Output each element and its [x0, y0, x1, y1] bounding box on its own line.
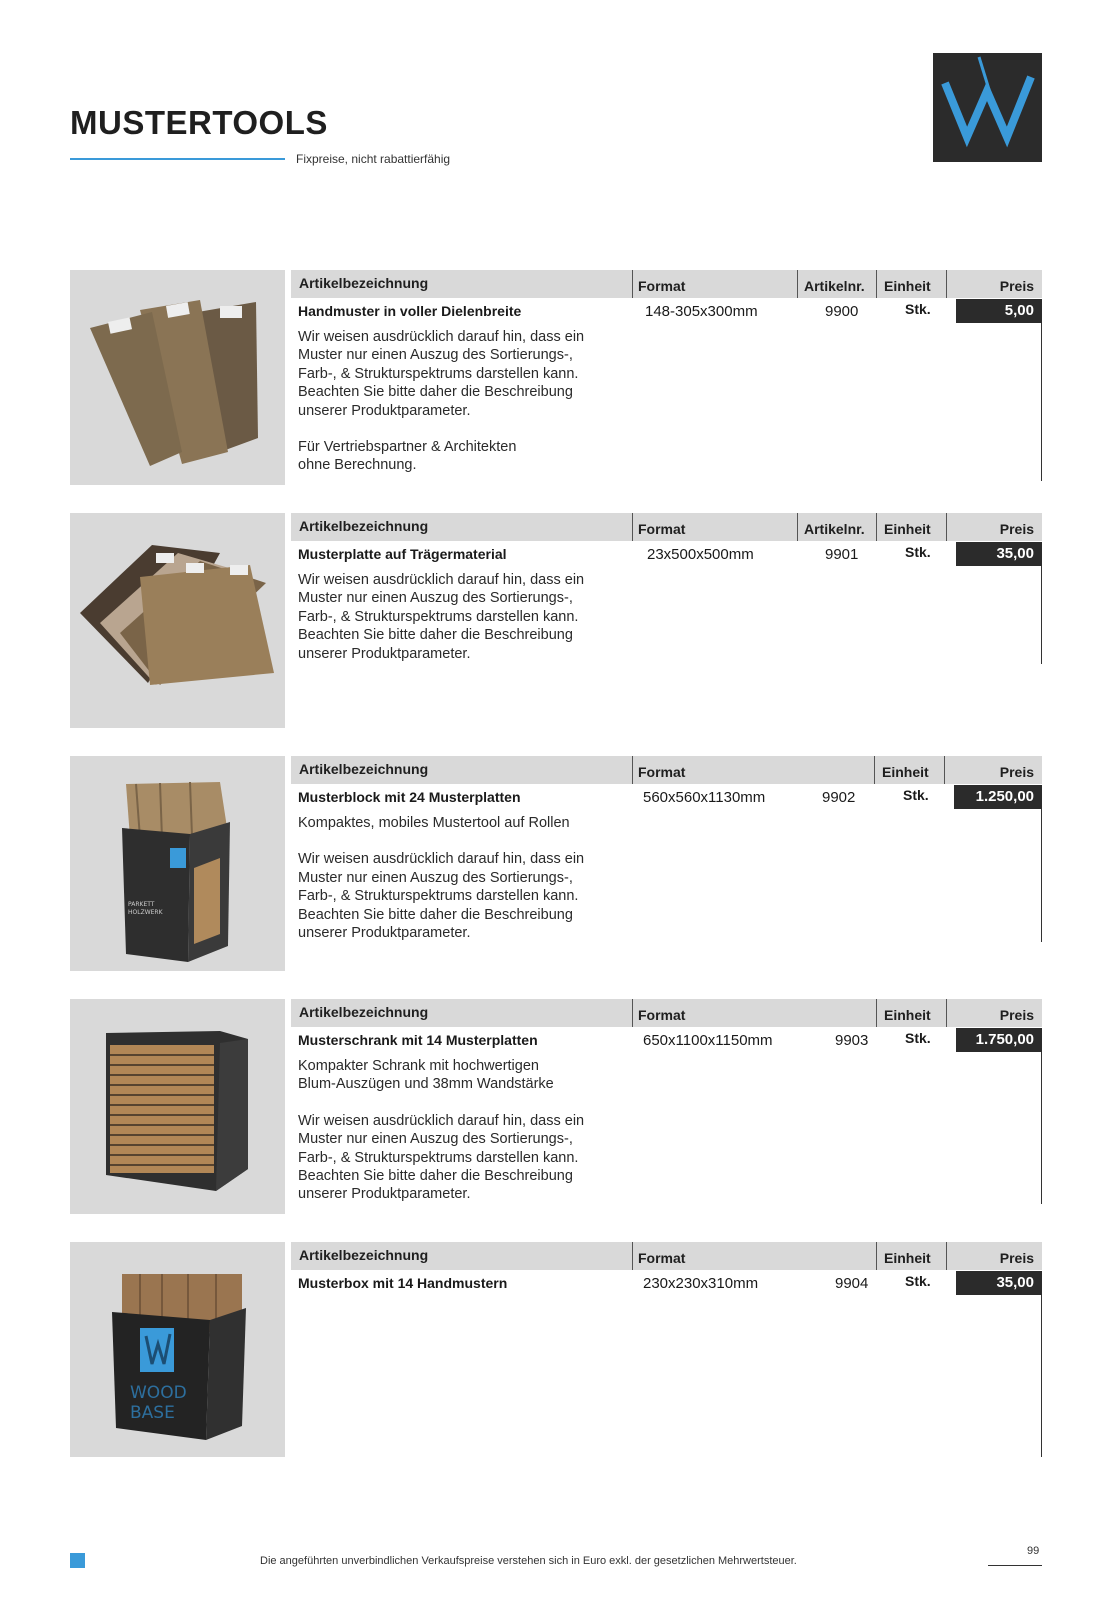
product-photo-sample-box: [70, 1242, 285, 1457]
col-format-header: Format: [638, 521, 686, 537]
product-price: 5,00: [956, 299, 1042, 323]
product-row: [70, 270, 1042, 485]
product-name: Handmuster in voller Dielenbreite: [298, 303, 522, 319]
col-price-header: Preis: [999, 1250, 1034, 1266]
product-unit: Stk.: [905, 544, 931, 560]
description-paragraph: Wir weisen ausdrücklich darauf hin, dass ein Muster nur einen Auszug des Sortierungs-, Farb-, & Strukturspektrums darstellen kann. Beachten Sie bitte daher die Beschreibung unserer Produktparameter.: [298, 1112, 585, 1203]
w-logo-icon: [933, 53, 1042, 162]
col-price-header: Preis: [999, 1007, 1034, 1023]
product-row: [70, 513, 1042, 728]
product-name: Musterblock mit 24 Musterplatten: [298, 789, 521, 805]
description-paragraph: Wir weisen ausdrücklich darauf hin, dass ein Muster nur einen Auszug des Sortierungs-, Farb-, & Strukturspektrums darstellen kann. Beachten Sie bitte daher die Beschreibung unserer Produktparameter.: [298, 329, 585, 419]
product-name: Musterplatte auf Trägermaterial: [298, 546, 507, 562]
col-article-header: Artikelnr.: [804, 278, 865, 294]
page-number-rule: [988, 1565, 1042, 1566]
box-label-line: WOOD: [130, 1383, 187, 1403]
table-header: [291, 999, 1042, 1027]
product-description: [298, 328, 584, 475]
col-name-header: Artikelbezeichnung: [299, 275, 429, 291]
table-header: [291, 270, 1042, 298]
product-format: 650x1100x1150mm: [643, 1032, 773, 1049]
product-article-number: 9904: [835, 1275, 869, 1292]
product-article-number: 9903: [835, 1032, 869, 1049]
col-price-header: Preis: [999, 764, 1034, 780]
product-format: 23x500x500mm: [647, 546, 754, 563]
col-name-header: Artikelbezeichnung: [299, 1004, 429, 1020]
col-format-header: Format: [638, 278, 686, 294]
product-unit: Stk.: [905, 1030, 931, 1046]
col-name-header: Artikelbezeichnung: [299, 761, 429, 777]
description-paragraph: Für Vertriebspartner & Architekten ohne Berechnung.: [298, 439, 517, 474]
description-paragraph: Kompaktes, mobiles Mustertool auf Rollen: [298, 815, 570, 831]
product-article-number: 9901: [825, 546, 859, 563]
product-unit: Stk.: [903, 787, 929, 803]
product-description: [298, 1057, 584, 1204]
title-underline: [70, 158, 285, 160]
product-price: 1.250,00: [954, 785, 1042, 809]
col-price-header: Preis: [999, 521, 1034, 537]
col-article-header: Artikelnr.: [804, 521, 865, 537]
product-price: 35,00: [956, 1271, 1042, 1295]
product-photo-sample-cabinet: [70, 999, 285, 1214]
col-name-header: Artikelbezeichnung: [299, 518, 429, 534]
footer-note: Die angeführten unverbindlichen Verkaufspreise verstehen sich in Euro exkl. der gesetzlichen Mehrwertsteuer.: [260, 1555, 797, 1567]
col-name-header: Artikelbezeichnung: [299, 1247, 429, 1263]
description-paragraph: Wir weisen ausdrücklich darauf hin, dass ein Muster nur einen Auszug des Sortierungs-, Farb-, & Strukturspektrums darstellen kann. Beachten Sie bitte daher die Beschreibung unserer Produktparameter.: [298, 572, 585, 662]
product-row: [70, 756, 1042, 971]
product-row: [70, 1242, 1042, 1457]
col-format-header: Format: [638, 764, 686, 780]
table-header: [291, 756, 1042, 784]
product-photo-sample-block: [70, 756, 285, 971]
product-format: 560x560x1130mm: [643, 789, 766, 806]
svg-text:HOLZWERK: HOLZWERK: [128, 909, 163, 916]
product-row: [70, 999, 1042, 1214]
page-title: MUSTERTOOLS: [70, 104, 328, 141]
product-format: 148-305x300mm: [645, 303, 758, 320]
product-article-number: 9902: [822, 789, 856, 806]
description-paragraph: Wir weisen ausdrücklich darauf hin, dass ein Muster nur einen Auszug des Sortierungs-, Farb-, & Strukturspektrums darstellen kann. Beachten Sie bitte daher die Beschreibung unserer Produktparameter.: [298, 851, 585, 942]
col-format-header: Format: [638, 1007, 686, 1023]
col-format-header: Format: [638, 1250, 686, 1266]
col-unit-header: Einheit: [882, 764, 929, 780]
table-header: [291, 513, 1042, 541]
footer-accent-square: [70, 1553, 85, 1568]
product-name: Musterbox mit 14 Handmustern: [298, 1275, 508, 1291]
product-photo-hand-samples: [70, 270, 285, 485]
product-unit: Stk.: [905, 1273, 931, 1289]
svg-text:PARKETT: PARKETT: [128, 901, 155, 908]
product-format: 230x230x310mm: [643, 1275, 759, 1292]
product-price: 35,00: [956, 542, 1042, 566]
product-photo-sample-plates: [70, 513, 285, 728]
product-name: Musterschrank mit 14 Musterplatten: [298, 1032, 538, 1048]
product-description: [298, 571, 584, 663]
product-unit: Stk.: [905, 301, 931, 317]
table-header: [291, 1242, 1042, 1270]
col-unit-header: Einheit: [884, 521, 931, 537]
product-description: [298, 814, 584, 942]
box-label-line: BASE: [130, 1403, 175, 1423]
col-price-header: Preis: [999, 278, 1034, 294]
product-price: 1.750,00: [956, 1028, 1042, 1052]
page-subtitle: Fixpreise, nicht rabattierfähig: [296, 152, 451, 166]
col-unit-header: Einheit: [884, 278, 931, 294]
col-unit-header: Einheit: [884, 1007, 931, 1023]
product-article-number: 9900: [825, 303, 859, 320]
page-number: 99: [1027, 1545, 1040, 1557]
col-unit-header: Einheit: [884, 1250, 931, 1266]
description-paragraph: Kompakter Schrank mit hochwertigen Blum-Auszügen und 38mm Wandstärke: [298, 1058, 554, 1093]
